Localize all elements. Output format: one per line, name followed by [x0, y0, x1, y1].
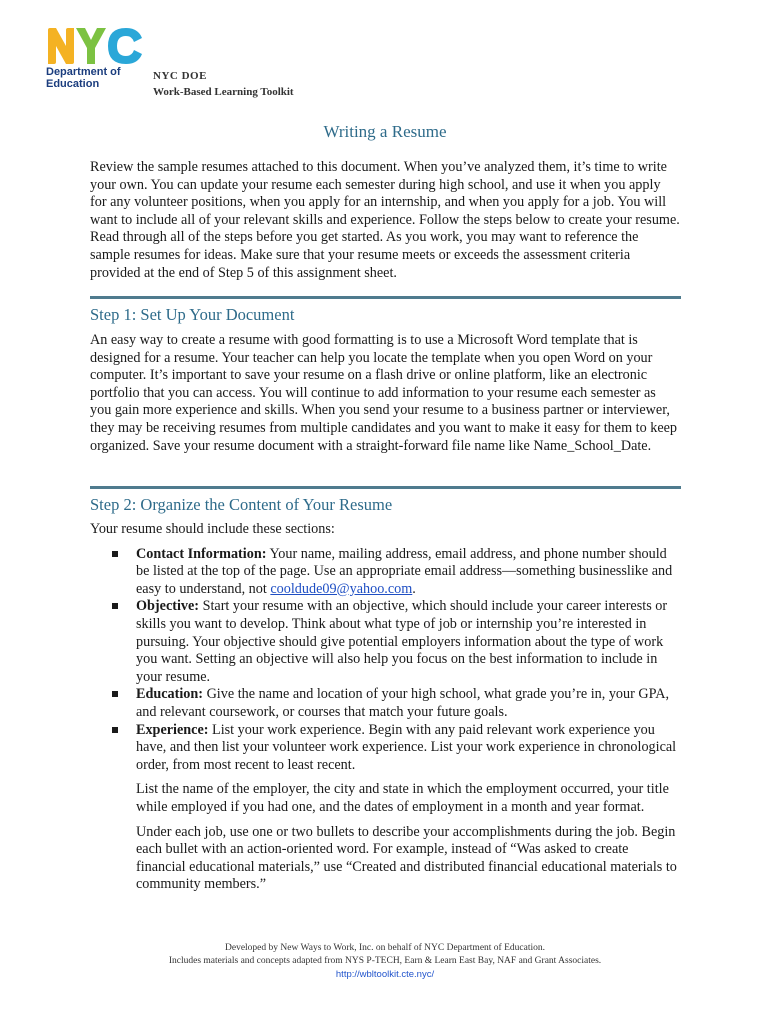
step-1-header	[90, 296, 681, 325]
bullet-icon	[112, 691, 118, 697]
step-1-section	[90, 332, 680, 455]
bullet-icon	[112, 727, 118, 733]
section-divider	[90, 486, 681, 489]
item-label: Contact Information:	[136, 545, 267, 562]
header-org: NYC DOE	[153, 70, 207, 82]
item-text: List your work experience. Begin with any paid relevant work experience you have, and then list your volunteer work experience. List your work experience in chronological order, from most recent to least recent.	[136, 721, 677, 773]
section-divider	[90, 296, 681, 299]
footer-line-1: Developed by New Ways to Work, Inc. on behalf of NYC Department of Education.	[225, 943, 545, 953]
step-2-heading: Step 2: Organize the Content of Your Resume	[90, 495, 393, 514]
experience-paragraph-1: List the name of the employer, the city and state in which the employment occurred, your title while employed if you had one, and the dates of employment in a month and year format.	[136, 781, 669, 815]
item-text: Give the name and location of your high school, what grade you’re in, your GPA, and relevant coursework, or courses that match your future goals.	[136, 686, 669, 720]
item-label: Experience:	[136, 721, 209, 738]
dept-line-2: Education	[46, 78, 100, 90]
list-item-contact	[90, 546, 680, 599]
intro-paragraph: Review the sample resumes attached to this document. When you’ve analyzed them, it’s time to write your own. You can update your resume each semester during high school, and use it when you apply for any volunteer positions, when you apply for an internship, and when you apply for a job. You will want to include all of your relevant skills and experience. Follow the steps below to create your resume. Read through all of the steps before you get started. As you work, you may want to reference the sample resumes for ideas. Make sure that your resume meets or exceeds the assessment criteria provided at the end of Step 5 of this assignment sheet.	[90, 159, 680, 281]
list-item-experience	[90, 722, 680, 775]
item-label: Objective:	[136, 598, 200, 615]
page-title: Writing a Resume	[323, 122, 447, 141]
email-example-link[interactable]: cooldude09@yahoo.com	[270, 580, 413, 597]
header-text	[153, 68, 294, 100]
list-item-education	[90, 686, 680, 721]
bullet-icon	[112, 551, 118, 557]
item-text-end: .	[412, 580, 416, 597]
sections-list	[90, 546, 680, 775]
department-name	[46, 66, 121, 90]
footer-line-2: Includes materials and concepts adapted from NYS P-TECH, Earn & Learn East Bay, NAF and Grant Associates.	[168, 956, 602, 966]
page-footer	[0, 942, 770, 981]
intro-section	[90, 159, 680, 282]
step-1-heading: Step 1: Set Up Your Document	[90, 305, 295, 324]
dept-line-1: Department of	[46, 66, 121, 78]
item-text: Your name, mailing address, email address, and phone number should be listed at the top of the page. Use an appropriate email address—something businesslike and easy to understand, not	[136, 545, 673, 597]
list-item-objective	[90, 598, 680, 686]
footer-url-link[interactable]: http://wbltoolkit.cte.nyc/	[335, 969, 435, 980]
step-1-paragraph: An easy way to create a resume with good formatting is to use a Microsoft Word template that is designed for a resume. Your teacher can help you locate the template when you open Word on your computer. It’s important to save your resume on a flash drive or online platform, like an electronic portfolio that you can access. You will continue to add information to your resume each semester as you gain more experience and skills. When you send your resume to a business partner or interviewer, they may be receiving resumes from multiple candidates and you want to make it easy for them to keep organized. Save your resume document with a straight-forward file name like Name_School_Date.	[90, 332, 678, 454]
page-header	[46, 26, 726, 106]
item-text: Start your resume with an objective, which should include your career interests or skills you want to develop. Think about what type of job or internship you’re interested in pursuing. Your objective should give potential employers information about the type of work you want. Setting an objective will also help you focus on the best information to include in your resume.	[136, 598, 668, 685]
nyc-logo-mark	[46, 26, 146, 66]
experience-paragraph-2: Under each job, use one or two bullets to describe your accomplishments during the job. Begin each bullet with an action-oriented word. For example, instead of “Was asked to create financial educational materials,” use “Created and distributed financial educational materials to community members.”	[136, 823, 677, 893]
step-2-lead: Your resume should include these sections:	[90, 521, 335, 537]
header-toolkit: Work-Based Learning Toolkit	[153, 86, 294, 98]
step-2-section	[90, 521, 680, 894]
item-label: Education:	[136, 686, 204, 703]
bullet-icon	[112, 603, 118, 609]
step-2-header	[90, 486, 681, 515]
